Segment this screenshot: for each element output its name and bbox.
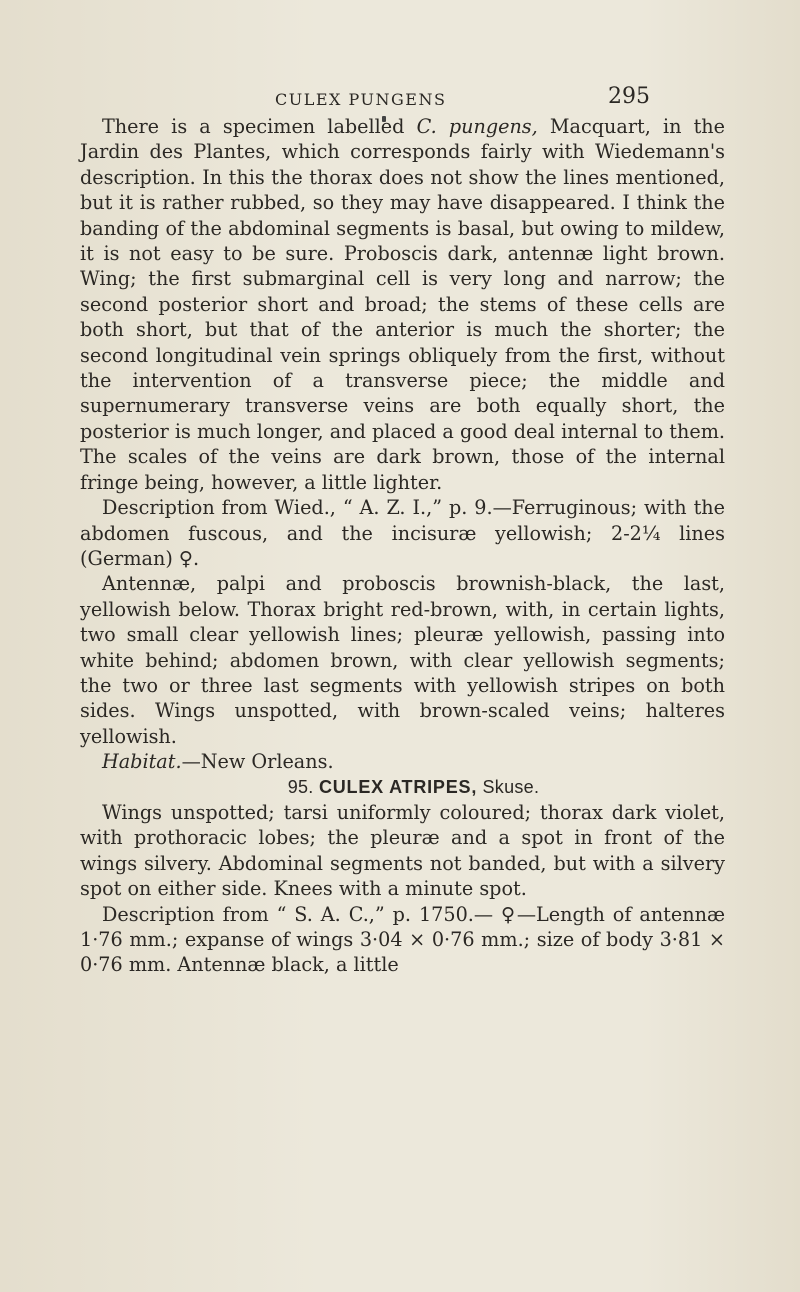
species-heading: CULEX ATRIPES,: [318, 776, 478, 797]
section-number: 95.: [287, 776, 314, 797]
running-title: CULEX PUNGENS: [275, 90, 447, 109]
species-author: Skuse.: [482, 776, 540, 797]
habitat-value: —New Orleans.: [181, 750, 334, 774]
species-name: C. pungens,: [416, 115, 538, 138]
habitat-label: Habitat.: [102, 750, 182, 774]
paragraph-wied-description: Description from Wied., “ A. Z. I.,” p. 9.—Ferruginous; with the abdomen fuscous, and the incisuræ yellowish; 2-2¼ lines (German) ♀.: [80, 496, 725, 570]
body-text: [80, 114, 725, 978]
paragraph-pungens-specimen: [80, 114, 725, 495]
paragraph-habitat: [80, 749, 725, 774]
section-heading: [80, 775, 725, 800]
text-run: There is a specimen labelled: [102, 115, 417, 138]
paragraph-atripes-description: Description from “ S. A. C.,” p. 1750.— ♀—Length of antennæ 1·76 mm.; expanse of wings 3·04 × 0·76 mm.; size of body 3·81 × 0·76 mm. Antennæ black, a little: [80, 902, 725, 977]
text-run: Macquart, in the Jardin des Plantes, which corresponds fairly with Wiedemann's description. In this the thorax does not show the lines mentioned, but it is rather rubbed, so they may have disappeared. I think the banding of the abdominal segments is basal, but owing to mildew, it is not easy to be sure. Proboscis dark, antennæ light brown. Wing; the first submarginal cell is very long and narrow; the second posterior short and broad; the stems of these cells are both short, but that of the anterior is much the shorter; the second longitudinal vein springs obliquely from the first, without the intervention of a transverse piece; the middle and supernumerary transverse veins are both equally short, the posterior is much longer, and placed a good deal internal to them. The scales of the veins are dark brown, those of the internal fringe being, however, a little lighter.: [80, 115, 726, 494]
paragraph-characters: Antennæ, palpi and proboscis brownish-black, the last, yellowish below. Thorax bright red-brown, with, in certain lights, two small clear yellowish lines; pleuræ yellowish, passing into white behind; abdomen brown, with clear yellowish segments; the two or three last segments with yellowish stripes on both sides. Wings unspotted, with brown-scaled veins; halteres yellowish.: [80, 572, 725, 748]
page-number: 295: [608, 84, 650, 109]
paragraph-atripes-diagnosis: Wings unspotted; tarsi uniformly coloured; thorax dark violet, with prothoracic lobes; the pleuræ and a spot in front of the wings silvery. Abdominal segments not banded, but with a silvery spot on either side. Knees with a minute spot.: [80, 800, 725, 901]
